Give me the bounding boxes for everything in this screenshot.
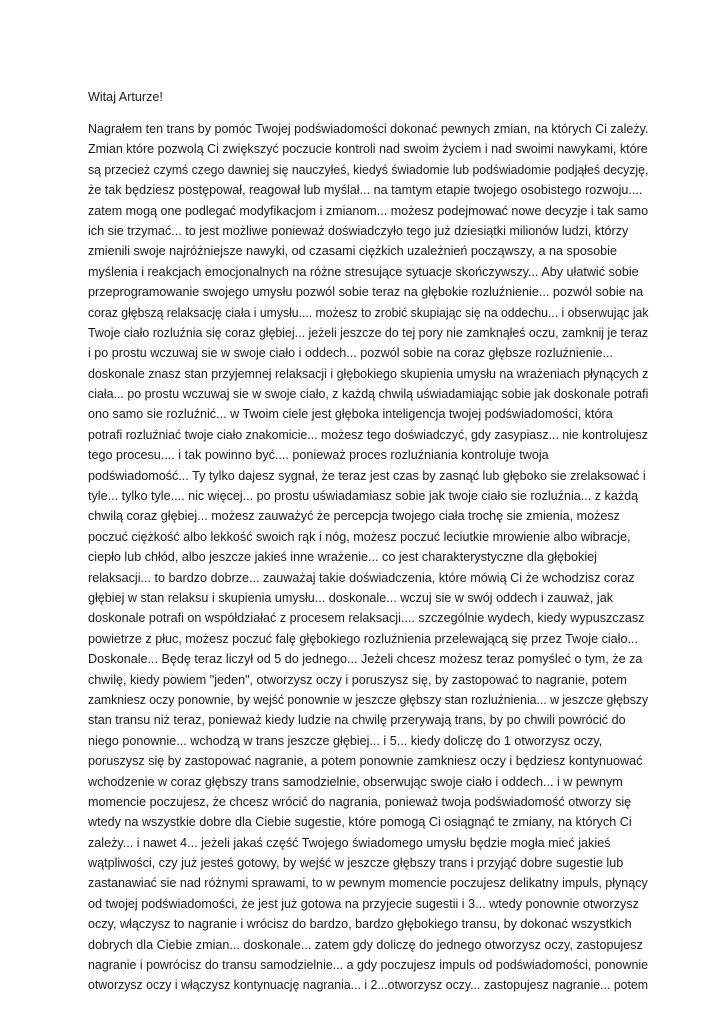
paragraph-line: coraz głębszą relaksację ciała i umysłu.... możesz to zrobić skupiając się na oddechu... i obserwując jak — [88, 305, 649, 320]
paragraph-line: doskonale potrafi on współdziałać z procesem relaksacji.... szczególnie wydech, kiedy wypuszczasz — [88, 611, 645, 626]
paragraph-line: doskonale znasz stan przyjemnej relaksacji i głębokiego skupienia umysłu na wrażeniach płynących z — [88, 366, 649, 381]
paragraph-line: zmienili swoje najróżniejsze nawyki, od czasami ciężkich uzależnień począwszy, a na sposobie — [88, 244, 617, 259]
paragraph-line: poruszysz się by zastopować nagranie, a potem ponownie zamkniesz oczy i będziesz kontynuować — [88, 754, 643, 769]
paragraph-line: tyle... tylko tyle.... nic więcej... po prostu uświadamiasz sobie jak twoje ciało sie rozluźnia... z każdą — [88, 489, 639, 504]
paragraph-line: ich sie trzymać... to jest możliwe ponieważ doświadczyło tego już dziesiątki milionów ludzi, którzy — [88, 223, 629, 238]
paragraph-line: i po prostu wczuwaj sie w swoje ciało i oddech... pozwól sobie na coraz głębsze rozluźnienie... — [88, 346, 614, 361]
paragraph-line: niego ponownie... wchodzą w trans jeszcze głębiej... i 5... kiedy doliczę do 1 otworzysz oczy, — [88, 733, 603, 748]
paragraph-line: wtedy na wszystkie dobre dla Ciebie sugestie, które pomogą Ci osiągnąć te zmiany, na których Ci — [88, 815, 632, 830]
paragraph-line: momencie poczujesz, że chcesz wrócić do nagrania, ponieważ twoja podświadomość otworzy się — [88, 794, 632, 809]
greeting-line: Witaj Arturze! — [88, 90, 163, 104]
paragraph-line: dobrych dla Ciebie zmian... doskonale... zatem gdy doliczę do jednego otworzysz oczy, zastopujesz — [88, 937, 643, 952]
paragraph-line: ono samo sie rozluźnić... w Twoim ciele jest głęboka inteligencja twojej podświadomości, która — [88, 407, 613, 422]
paragraph-line: wchodzenie w coraz głębszy trans samodzielnie, obserwując swoje ciało i oddech... i w pewnym — [88, 774, 623, 789]
paragraph-line: ciepło lub chłód, albo jeszcze jakieś inne wrażenie... co jest charakterystyczne dla głębokiej — [88, 550, 597, 565]
paragraph-line: relaksacji... to bardzo dobrze... zauważaj takie doświadczenia, które mówią Ci że wchodzisz coraz — [88, 570, 635, 585]
paragraph-line: myślenia i reakcjach emocjonalnych na różne stresujące sytuacje skończywszy... Aby ułatwić sobie — [88, 264, 639, 279]
paragraph-line: wątpliwości, czy już jesteś gotowy, by wejść w jeszcze głębszy trans i przyjąć dobre sugestie lub — [88, 856, 624, 871]
paragraph-line: zastanawiać sie nad różnymi sprawami, to w pewnym momencie poczujesz delikatny impuls, płynący — [88, 876, 648, 891]
paragraph-line: że tak będziesz postępował, reagował lub myślał... na tamtym etapie twojego osobistego rozwoju.... — [88, 183, 643, 198]
paragraph-line: chwilę, kiedy powiem "jeden", otworzysz oczy i poruszysz się, by zastopować to nagranie, potem — [88, 672, 627, 687]
paragraph-line: głębiej w stan relaksu i skupienia umysłu... doskonale... wczuj sie w swój oddech i zauważ, jak — [88, 590, 613, 605]
paragraph-line: nagranie i powrócisz do transu samodzielnie... a gdy poczujesz impuls od podświadomości, ponownie — [88, 958, 649, 973]
paragraph-line: przeprogramowanie swojego umysłu pozwól sobie teraz na głębokie rozluźnienie... pozwól sobie na — [88, 285, 644, 300]
paragraph-line: otworzysz oczy i włączysz kontynuację nagrania... i 2...otworzysz oczy... zastopujesz nagranie... potem — [88, 978, 649, 993]
paragraph-line: Nagrałem ten trans by pomóc Twojej podświadomości dokonać pewnych zmian, na których Ci zależy. — [88, 122, 649, 136]
paragraph-line: Twoje ciało rozluźnia się coraz głębiej... jeżeli jeszcze do tej pory nie zamknąłeś oczu, zamknij je teraz — [88, 325, 649, 340]
paragraph-line: ciała... po prostu wczuwaj sie w swoje ciało, z każdą chwilą uświadamiając sobie jak doskonale potrafi — [88, 387, 649, 402]
paragraph-line: poczuć ciężkość albo lekkość swoich rąk i nóg, możesz poczuć leciutkie mrowienie albo wibracje, — [88, 529, 631, 544]
paragraph-line: powietrze z płuc, możesz poczuć falę głębokiego rozluźnienia przelewającą się przez Twoje ciało... — [88, 631, 638, 646]
paragraph-line: zależy... i nawet 4... jeżeli jakaś część Twojego świadomego umysłu będzie mogła mieć jakieś — [88, 835, 611, 850]
paragraph-line: chwilą coraz głębiej... możesz zauważyć że percepcja twojego ciała trochę sie zmienia, możesz — [88, 509, 620, 524]
paragraph-line: stan transu niż teraz, ponieważ kiedy ludzie na chwilę przerywają trans, by po chwili powrócić do — [88, 713, 626, 728]
paragraph-line: Doskonale... Będę teraz liczył od 5 do jednego... Jeżeli chcesz możesz teraz pomyśleć o tym, że za — [88, 652, 643, 667]
paragraph-line: od twojej podświadomości, że jest już gotowa na przyjecie sugestii i 3... wtedy ponownie otworzysz — [88, 896, 639, 911]
paragraph-line: zatem mogą one podlegać modyfikacjom i zmianom... możesz podejmować nowe decyzje i tak samo — [88, 203, 649, 218]
paragraph-line: tego procesu.... i tak powinno być.... ponieważ proces rozluźniania kontroluje twoja — [88, 448, 549, 463]
paragraph-line: podświadomość... Ty tylko dajesz sygnał, że teraz jest czas by zasnąć lub głęboko sie zrelaksować i — [88, 468, 646, 483]
body-paragraph — [88, 119, 648, 996]
paragraph-line: Zmian które pozwolą Ci zwiększyć poczucie kontroli nad swoim życiem i nad swoimi nawykami, które — [88, 142, 648, 157]
paragraph-line: są przecież czymś czego dawniej się nauczyłeś, kiedyś świadomie lub podświadomie podjąłeś decyzję, — [88, 162, 649, 177]
paragraph-line: oczy, włączysz to nagranie i wrócisz do bardzo, bardzo głębokiego transu, by dokonać wszystkich — [88, 917, 632, 932]
paragraph-line: zamkniesz oczy ponownie, by wejść ponownie w jeszcze głębszy stan rozluźnienia... w jeszcze głębszy — [88, 692, 649, 707]
paragraph-line: potrafi rozluźniać twoje ciało znakomicie... możesz tego doświadczyć, gdy zasypiasz... nie kontrolujesz — [88, 427, 648, 442]
